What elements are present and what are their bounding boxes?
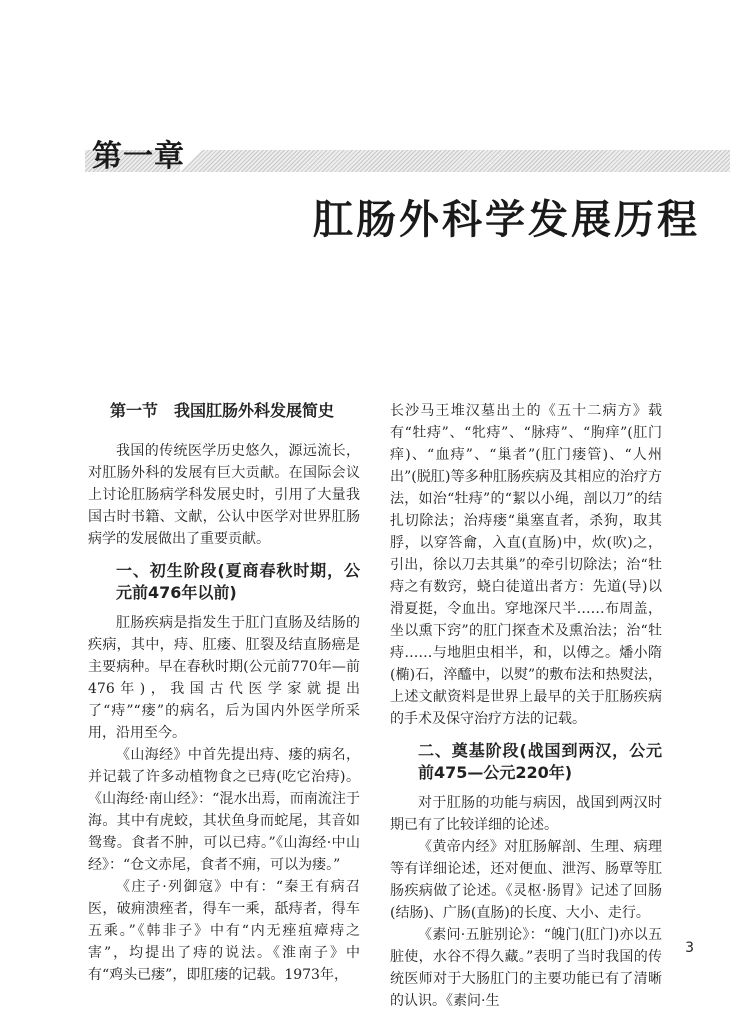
paragraph: 《庄子·列御寇》中有：“秦王有病召医，破痈溃痤者，得车一乘，舐痔者，得车五乘。”《韩非子》中有“内无痤疽瘴痔之害”，均提出了痔的说法。《淮南子》中有“鸡头已瘘”，即肛瘘的记载。1973年， (88, 879, 360, 983)
phase1-heading: 一、初生阶段(夏商春秋时期，公元前476年以前) (116, 561, 360, 602)
intro-paragraph: 我国的传统医学历史悠久，源远流长，对肛肠外科的发展有巨大贡献。在国际会议上讨论肛肠病学科发展史时，引用了大量我国古时书籍、文献，公认中医学对世界肛肠病学的发展做出了重要贡献。 (88, 443, 360, 547)
continued-paragraph: 长沙马王堆汉墓出土的《五十二病方》载有“牡痔”、“牝痔”、“脉痔”、“朐痒”(肛门痒)、“血痔”、“巢者”(肛门瘘管)、“人州出”(脱肛)等多种肛肠疾病及其相应的治疗方法，如治“牡痔”的“絜以小绳，剖以刀”的结扎切除法；治痔瘘“巢塞直者，杀狗，取其脬，以穿答龠，入直(直肠)中，炊(吹)之，引出，徐以刀去其巢”的牵引切除法；治“牡痔之有数窍，蛲白徒道出者方：先道(导)以滑夏挺，令血出。穿地深尺半……布周盖，坐以熏下窍”的肛门探查术及熏治法；治“牡痔……与地胆虫相半，和，以傅之。燔小隋(椭)石，淬醯中，以熨”的敷布法和热熨法，上述文献资料是世界上最早的关于肛肠疾病的手术及保守治疗方法的记载。 (390, 403, 662, 727)
paragraph: 肛肠疾病是指发生于肛门直肠及结肠的疾病，其中，痔、肛瘘、肛裂及结直肠癌是主要病种。早在春秋时期(公元前770年—前476年)，我国古代医学家就提出了“痔”“瘘”的病名，后为国内外医学所采用，沿用至今。 (88, 615, 360, 741)
chapter-label: 第一章 (92, 139, 185, 174)
page-number: 3 (685, 940, 694, 956)
right-column (390, 400, 662, 1012)
paragraph: 《黄帝内经》对肛肠解剖、生理、病理等有详细论述，还对便血、泄泻、肠覃等肛肠疾病做了论述。《灵枢·肠胃》记述了回肠(结肠)、广肠(直肠)的长度、大小、走行。 (390, 839, 662, 921)
section-heading: 第一节 我国肛肠外科发展简史 (110, 401, 335, 420)
paragraph: 对于肛肠的功能与病因，战国到两汉时期已有了比较详细的论述。 (390, 795, 662, 833)
paragraph: 《素问·五脏别论》：“魄门(肛门)亦以五脏使，水谷不得久藏。”表明了当时我国的传统医师对于大肠肛门的主要功能已有了清晰的认识。《素问·生 (390, 927, 662, 1009)
phase2-heading: 二、奠基阶段(战国到两汉，公元前475—公元220年) (418, 741, 662, 782)
chapter-title: 肛肠外科学发展历程 (313, 197, 700, 243)
left-column (88, 400, 360, 986)
paragraph: 《山海经》中首先提出痔、瘘的病名，并记载了许多动植物食之已痔(吃它治痔)。《山海经·南山经》：“混水出焉，而南流注于海。其中有虎蛟，其状鱼身而蛇尾，其音如鸳鸯。食者不肿，可以已痔。”《山海经·中山经》：“仓文赤尾，食者不痈，可以为瘘。” (88, 747, 360, 873)
